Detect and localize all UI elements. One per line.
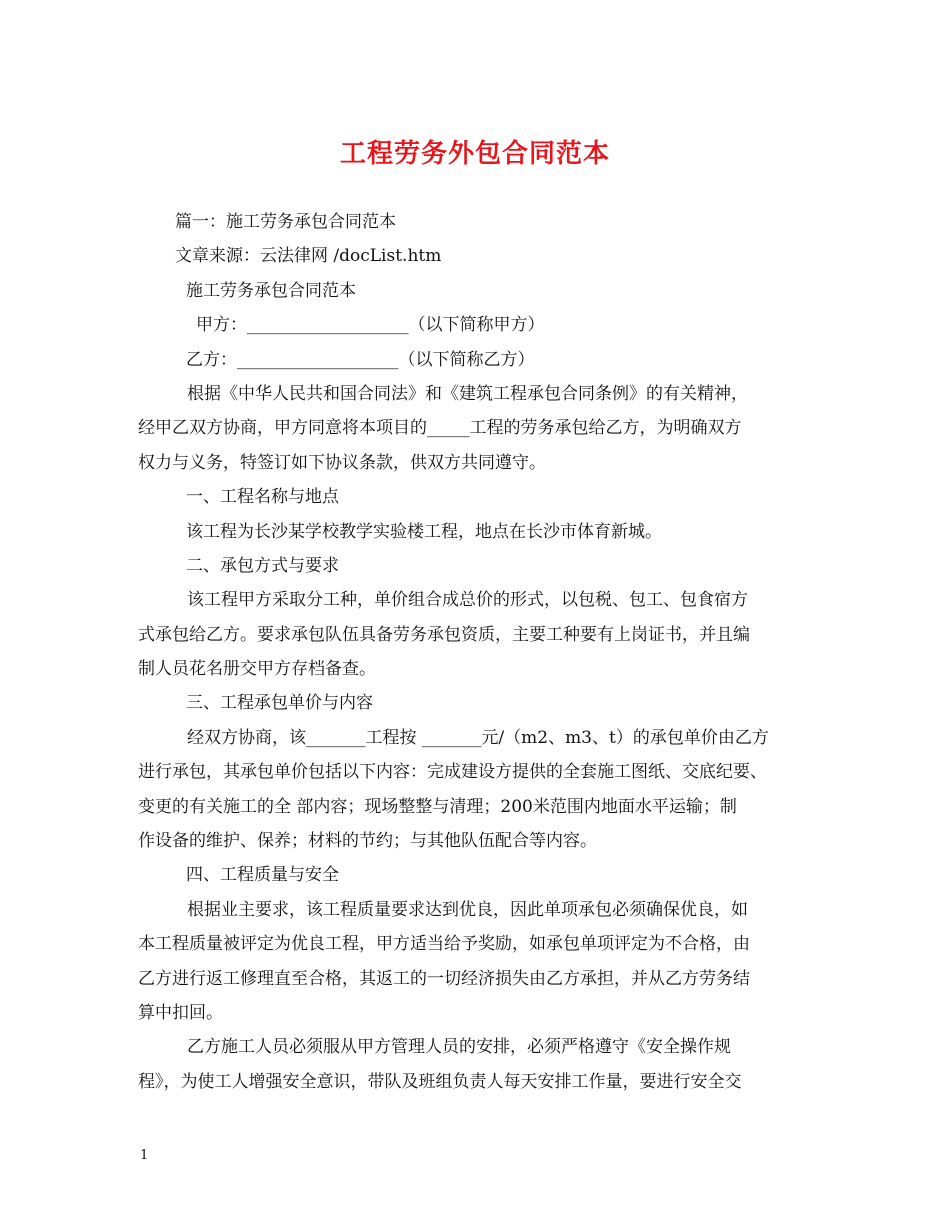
paragraph-line: 根据《中华人民共和国合同法》和《建筑工程承包合同条例》的有关精神， [187, 383, 748, 404]
document-title: 工程劳务外包合同范本 [339, 139, 610, 169]
paragraph-line: 本工程质量被评定为优良工程，甲方适当给予奖励，如承包单项评定为不合格，由 [138, 934, 750, 955]
paragraph-line: 式承包给乙方。要求承包队伍具备劳务承包资质，主要工种要有上岗证书，并且编 [138, 624, 750, 645]
paragraph-line: 经双方协商，该_______工程按 _______元/（m2、m3、t）的承包单价由乙方 [187, 727, 769, 748]
party-a-line: 甲方：___________________（以下简称甲方） [196, 315, 545, 336]
paragraph-line: 进行承包，其承包单价包括以下内容：完成建设方提供的全套施工图纸、交底纪要、 [138, 762, 767, 783]
section-heading: 篇一：施工劳务承包合同范本 [175, 212, 396, 232]
contract-heading: 施工劳务承包合同范本 [186, 280, 356, 301]
party-b-line: 乙方：___________________（以下简称乙方） [186, 349, 535, 370]
paragraph-line: 乙方施工人员必须服从甲方管理人员的安排，必须严格遵守《安全操作规 [187, 1037, 731, 1058]
paragraph-line: 该工程为长沙某学校教学实验楼工程，地点在长沙市体育新城。 [186, 521, 662, 542]
source-line: 文章来源：云法律网 /docList.htm [175, 246, 442, 267]
paragraph-line: 根据业主要求，该工程质量要求达到优良，因此单项承包必须确保优良，如 [187, 899, 748, 920]
paragraph-line: 算中扣回。 [138, 1002, 223, 1023]
paragraph-line: 该工程甲方采取分工种，单价组合成总价的形式，以包税、包工、包食宿方 [187, 590, 748, 611]
paragraph-line: 制人员花名册交甲方存档备查。 [138, 659, 376, 680]
page-number: 1 [140, 1148, 149, 1163]
paragraph-line: 变更的有关施工的全 部内容；现场整整与清理；200米范围内地面水平运输；制 [138, 796, 737, 817]
paragraph-line: 经甲乙双方协商，甲方同意将本项目的_____工程的劳务承包给乙方，为明确双方 [138, 418, 742, 439]
clause-heading: 四、工程质量与安全 [186, 865, 339, 886]
clause-heading: 三、工程承包单价与内容 [186, 693, 373, 714]
paragraph-line: 作设备的维护、保养；材料的节约；与其他队伍配合等内容。 [138, 831, 597, 852]
paragraph-line: 权力与义务，特签订如下协议条款，供双方共同遵守。 [138, 452, 546, 473]
document-body [138, 205, 814, 1099]
paragraph-line: 程》，为使工人增强安全意识，带队及班组负责人每天安排工作量，要进行安全交 [138, 1071, 742, 1092]
clause-heading: 二、承包方式与要求 [186, 555, 339, 576]
paragraph-line: 乙方进行返工修理直至合格，其返工的一切经济损失由乙方承担，并从乙方劳务结 [138, 968, 750, 989]
clause-heading: 一、工程名称与地点 [186, 487, 339, 508]
